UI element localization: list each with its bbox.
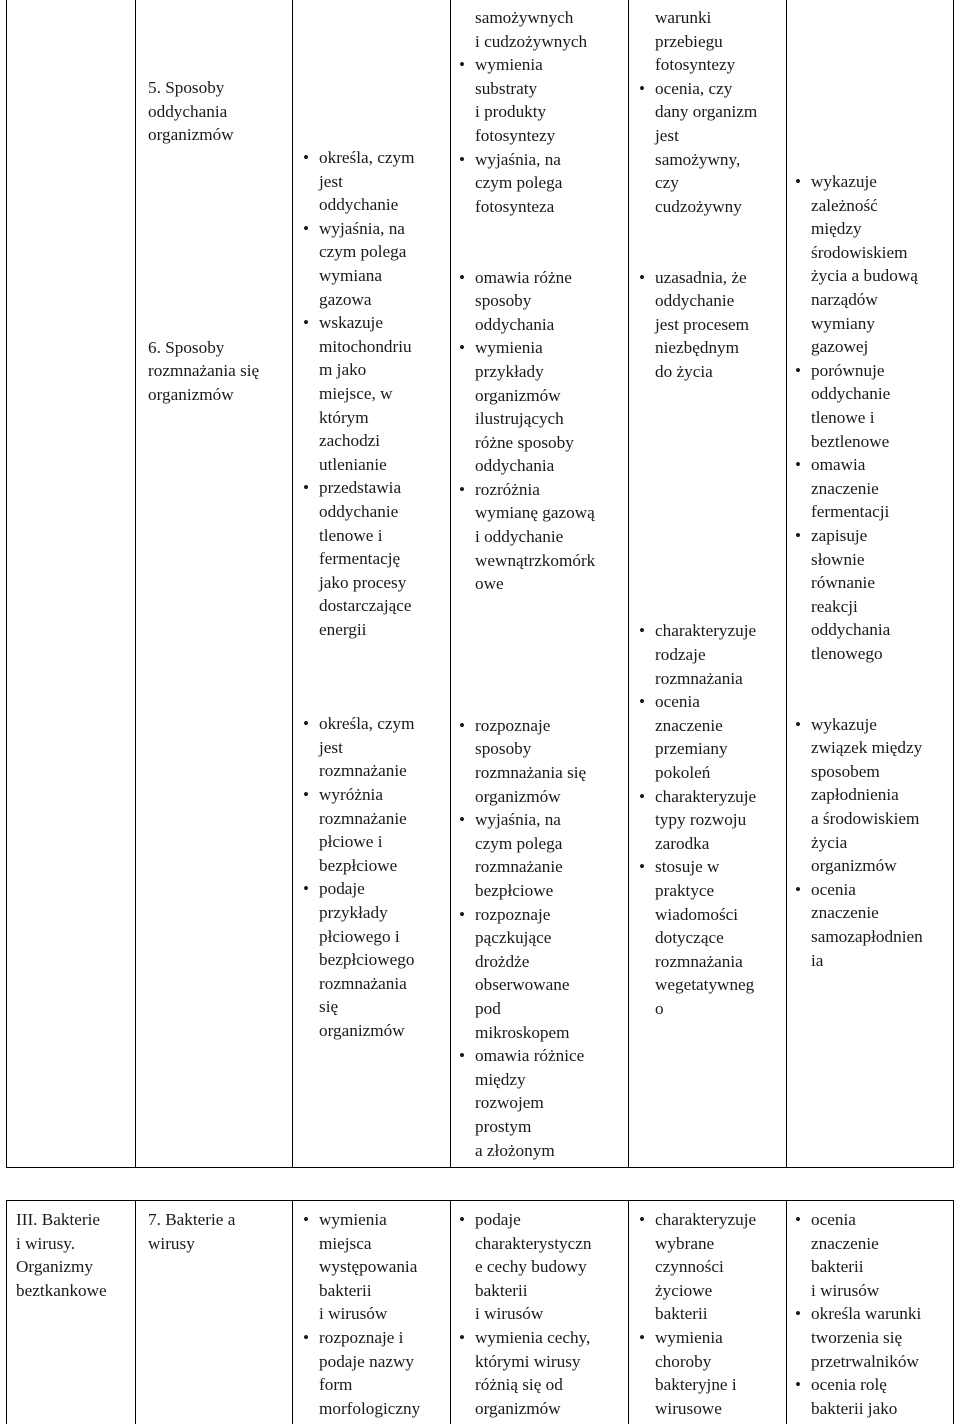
bullet-item — [319, 146, 414, 217]
bullet-line: organizmów — [475, 385, 561, 405]
bullet-line: • omawia różne — [475, 266, 595, 290]
bullet-item — [655, 266, 757, 384]
topic-line: wirusy — [148, 1233, 195, 1253]
table-border — [953, 1200, 954, 1424]
bullet-line: i wirusów — [475, 1304, 544, 1324]
bullet-line: jako procesy — [319, 572, 407, 592]
bullet-line: a złożonym — [475, 1140, 555, 1160]
bullet-line: • rozróżnia — [475, 478, 595, 502]
section-cell — [16, 1208, 107, 1302]
bullet-line: • zapisuje — [811, 524, 923, 548]
bullet-line: narządów — [811, 289, 878, 309]
bullet-line: rozmnażanie — [475, 857, 563, 877]
bullet-line: sposoby — [475, 291, 532, 311]
topic-line: rozmnażania się — [148, 361, 260, 381]
bullet-item — [475, 6, 595, 53]
bullet-line: bakterii jako — [811, 1398, 898, 1418]
bullet-line: e cechy budowy — [475, 1257, 587, 1277]
table-border — [628, 1200, 629, 1424]
bullet-line: drożdże — [475, 951, 530, 971]
bullet-line: rozmnażanie — [319, 761, 407, 781]
bullet-line: beztlenowe — [811, 431, 890, 451]
bullet-line: organizmów — [811, 856, 897, 876]
bullet-line: oddychania — [475, 456, 555, 476]
topic-cell — [148, 1208, 235, 1255]
bullet-line: tlenowe i — [319, 525, 383, 545]
bullet-line: między — [475, 1069, 526, 1089]
bullet-line: • wykazuje — [811, 713, 923, 737]
bullet-line: związek między — [811, 738, 923, 758]
table-border — [628, 0, 629, 1168]
topic-line: 5. Sposoby — [148, 78, 225, 97]
bullet-line: mitochondriu — [319, 336, 412, 356]
bullet-item — [811, 524, 923, 666]
requirements-highest-cell — [811, 1208, 921, 1420]
bullet-line: bakterii — [655, 1304, 708, 1324]
bullet-line: czy — [655, 173, 679, 193]
bullet-line: warunki — [655, 8, 712, 27]
bullet-line: m jako — [319, 360, 367, 380]
bullet-line: zarodka — [655, 833, 710, 853]
bullet-line: i produkty — [475, 102, 547, 122]
bullet-item — [811, 1373, 921, 1420]
bullet-item — [319, 476, 414, 641]
bullet-line: • podaje — [319, 877, 414, 901]
bullet-line: oddychania — [811, 620, 891, 640]
bullet-line: sposoby — [475, 739, 532, 759]
bullet-line: sposobem — [811, 761, 880, 781]
bullet-item — [655, 785, 757, 856]
bullet-line: zachodzi — [319, 431, 381, 451]
bullet-line: dotyczące — [655, 928, 724, 948]
bullet-line: pączkujące — [475, 928, 552, 948]
bullet-line: środowiskiem — [811, 242, 908, 262]
bullet-line: • ocenia — [655, 690, 757, 714]
bullet-line: tworzenia się — [811, 1327, 903, 1347]
bullet-line: różnią się od — [475, 1375, 563, 1395]
bullet-line: energii — [319, 619, 367, 639]
bullet-item — [319, 783, 414, 877]
bullet-line: wymianę gazową — [475, 503, 595, 523]
bullet-line: choroby — [655, 1351, 712, 1371]
table-border — [135, 1200, 136, 1424]
bullet-line: jest — [319, 171, 343, 191]
bullet-line: rodzaje — [655, 645, 706, 665]
bullet-item — [319, 217, 414, 311]
bullet-line: przykłady — [319, 903, 388, 922]
bullet-line: • wymienia — [319, 1208, 420, 1232]
bullet-item — [475, 1044, 595, 1162]
bullet-line: mikroskopem — [475, 1022, 570, 1042]
bullet-line: oddychanie — [319, 501, 399, 521]
bullet-line: fotosyntezy — [655, 55, 736, 75]
bullet-line: reakcji — [811, 596, 858, 616]
bullet-line: samożywny, — [655, 149, 741, 169]
bullet-line: i wirusów — [319, 1304, 388, 1324]
bullet-line: jest procesem — [655, 314, 750, 334]
bullet-line: niezbędnym — [655, 338, 739, 358]
bullet-line: rozmnażania — [655, 951, 743, 971]
bullet-line: • określa, czym — [319, 712, 414, 736]
bullet-line: i cudzożywnych — [475, 31, 588, 51]
topic-block — [148, 336, 259, 407]
bullet-line: fermentacji — [811, 502, 890, 522]
bullet-line: przetrwalników — [811, 1351, 919, 1371]
requirements-basic-cell — [319, 146, 414, 1043]
bullet-line: zależność — [811, 195, 878, 215]
bullet-line: pokoleń — [655, 763, 711, 782]
table-border — [6, 1200, 954, 1201]
bullet-item — [811, 1208, 921, 1302]
bullet-item — [475, 808, 595, 902]
bullet-line: • wyjaśnia, na — [319, 217, 414, 241]
bullet-line: fotosynteza — [475, 196, 555, 216]
bullet-line: cudzożywny — [655, 196, 742, 216]
bullet-line: • wykazuje — [811, 170, 923, 194]
bullet-item — [655, 690, 757, 784]
bullet-line: organizmów — [475, 786, 561, 806]
bullet-item — [319, 1208, 420, 1326]
bullet-line: czym polega — [475, 173, 563, 193]
bullet-line: którym — [319, 407, 369, 427]
bullet-line: rozmnażania — [655, 668, 743, 688]
bullet-line: między — [811, 219, 862, 239]
bullet-line: • przedstawia — [319, 476, 414, 500]
bullet-line: charakterystyczn — [475, 1233, 592, 1253]
bullet-line: • uzasadnia, że — [655, 266, 757, 290]
bullet-line: morfologiczny — [319, 1398, 421, 1418]
bullet-line: • ocenia rolę — [811, 1373, 921, 1397]
bullet-line: rozwojem — [475, 1093, 544, 1113]
bullet-line: czym polega — [319, 242, 407, 262]
table-border — [786, 0, 787, 1168]
bullet-line: • wymienia — [655, 1326, 756, 1350]
bullet-item — [475, 53, 595, 147]
table-border — [6, 1200, 7, 1424]
bullet-line: organizmów — [319, 1020, 405, 1040]
bullet-line: gazowa — [319, 289, 372, 309]
bullet-line: dostarczające — [319, 596, 412, 616]
topic-line: organizmów — [148, 384, 234, 404]
bullet-line: • rozpoznaje — [475, 903, 595, 927]
bullet-line: obserwowane — [475, 975, 570, 995]
bullet-line: • ocenia, czy — [655, 77, 757, 101]
bullet-line: • omawia — [811, 453, 923, 477]
requirements-highest-cell — [811, 170, 923, 972]
bullet-item — [811, 453, 923, 524]
bullet-item — [319, 712, 414, 783]
bullet-item — [811, 170, 923, 359]
section-line: i wirusy. — [16, 1233, 76, 1253]
bullet-line: • wymienia — [475, 336, 595, 360]
bullet-line: ilustrujących — [475, 409, 564, 429]
table-border — [135, 0, 136, 1168]
bullet-item — [475, 266, 595, 337]
topic-line: organizmów — [148, 125, 234, 145]
table-border — [450, 0, 451, 1168]
bullet-line: • charakteryzuje — [655, 619, 757, 643]
bullet-line: bakterii — [319, 1280, 372, 1300]
bullet-line: oddychanie — [655, 291, 735, 311]
bullet-line: wymiana — [319, 265, 383, 285]
bullet-line: bezpłciowe — [475, 880, 554, 900]
bullet-line: wegetatywneg — [655, 975, 755, 995]
bullet-line: przebiegu — [655, 31, 723, 51]
bullet-line: • porównuje — [811, 359, 923, 383]
bullet-line: płciowego i — [319, 926, 400, 946]
bullet-line: organizmów — [475, 1398, 561, 1418]
bullet-line: dany organizm — [655, 102, 758, 122]
bullet-item — [319, 877, 414, 1042]
bullet-item — [655, 1326, 756, 1420]
bullet-line: tlenowego — [811, 643, 883, 663]
bullet-line: wewnątrzkomórk — [475, 550, 596, 570]
bullet-line: do życia — [655, 361, 713, 381]
bullet-line: • wymienia cechy, — [475, 1326, 591, 1350]
table-border — [292, 1200, 293, 1424]
bullet-line: • wyjaśnia, na — [475, 808, 595, 832]
bullet-line: wymiany — [811, 313, 875, 333]
bullet-line: • charakteryzuje — [655, 785, 757, 809]
bullet-line: miejsca — [319, 1233, 372, 1253]
bullet-item — [475, 336, 595, 478]
bullet-item — [475, 1326, 591, 1420]
bullet-line: znaczenie — [811, 903, 879, 923]
bullet-line: oddychanie — [319, 195, 399, 215]
section-line: beztkankowe — [16, 1280, 107, 1300]
bullet-line: a środowiskiem — [811, 809, 920, 829]
bullet-line: różne sposoby — [475, 432, 574, 452]
bullet-line: znaczenie — [811, 1233, 879, 1253]
bullet-line: substraty — [475, 78, 538, 98]
bullet-item — [475, 1208, 591, 1326]
bullet-line: życiowe — [655, 1280, 713, 1300]
bullet-line: oddychanie — [811, 384, 891, 404]
bullet-item — [475, 478, 595, 596]
bullet-line: słownie — [811, 549, 865, 569]
bullet-line: praktyce — [655, 880, 715, 900]
bullet-line: • charakteryzuje — [655, 1208, 756, 1232]
requirements-basic-cell — [319, 1208, 420, 1420]
bullet-line: oddychania — [475, 314, 555, 334]
section-line: III. Bakterie — [16, 1210, 100, 1229]
bullet-item — [811, 1302, 921, 1373]
table-border — [6, 0, 7, 1168]
table-border — [953, 0, 954, 1168]
topic-line: 7. Bakterie a — [148, 1210, 236, 1229]
bullet-line: • wyjaśnia, na — [475, 148, 595, 172]
bullet-line: jest — [655, 125, 679, 145]
bullet-item — [475, 903, 595, 1045]
bullet-item — [319, 311, 414, 476]
bullet-line: • wskazuje — [319, 311, 414, 335]
bullet-line: wybrane — [655, 1233, 715, 1253]
requirements-extended-cell — [475, 1208, 591, 1420]
bullet-line: samozapłodnien — [811, 927, 923, 946]
bullet-item — [811, 713, 923, 878]
bullet-line: wiadomości — [655, 904, 739, 924]
bullet-line: się — [319, 997, 339, 1017]
table-border — [450, 1200, 451, 1424]
bullet-item — [319, 1326, 420, 1420]
bullet-line: fermentację — [319, 549, 401, 569]
bullet-line: • podaje — [475, 1208, 591, 1232]
bullet-item — [655, 1208, 756, 1326]
bullet-item — [811, 359, 923, 453]
bullet-line: znaczenie — [811, 478, 879, 498]
bullet-line: utlenianie — [319, 454, 387, 474]
bullet-line: • ocenia — [811, 878, 923, 902]
bullet-line: o — [655, 998, 664, 1018]
bullet-line: bakterii — [475, 1280, 528, 1300]
bullet-line: ia — [811, 950, 824, 970]
bullet-line: rozmnażanie — [319, 808, 407, 828]
bullet-line: typy rozwoju — [655, 810, 747, 830]
bullet-line: przykłady — [475, 361, 544, 381]
bullet-line: znaczenie — [655, 715, 723, 735]
bullet-line: • określa warunki — [811, 1302, 921, 1326]
bullet-line: i oddychanie — [475, 527, 564, 547]
bullet-line: równanie — [811, 573, 875, 593]
bullet-line: form — [319, 1375, 353, 1395]
bullet-line: • wyróżnia — [319, 783, 414, 807]
bullet-line: płciowe i — [319, 832, 383, 852]
bullet-line: wirusowe — [655, 1398, 722, 1418]
bullet-line: czym polega — [475, 833, 563, 853]
bullet-line: którymi wirusy — [475, 1351, 581, 1371]
bullet-line: czynności — [655, 1257, 724, 1277]
bullet-line: samożywnych — [475, 8, 574, 27]
bullet-line: bezpłciowe — [319, 855, 398, 875]
bullet-line: • stosuje w — [655, 855, 757, 879]
bullet-line: bakteryjne i — [655, 1375, 737, 1395]
bullet-line: prostym — [475, 1116, 532, 1136]
topic-line: oddychania — [148, 101, 228, 121]
bullet-item — [811, 878, 923, 972]
bullet-line: zapłodnienia — [811, 785, 899, 805]
bullet-item — [655, 6, 757, 77]
bullet-line: • ocenia — [811, 1208, 921, 1232]
bullet-line: • określa, czym — [319, 146, 414, 170]
bullet-line: tlenowe i — [811, 407, 875, 427]
bullet-line: • wymienia — [475, 53, 595, 77]
table-border — [786, 1200, 787, 1424]
bullet-line: przemiany — [655, 739, 728, 759]
bullet-line: pod — [475, 998, 501, 1018]
requirements-extended-cell — [475, 6, 595, 1162]
table-border — [292, 0, 293, 1168]
bullet-line: rozmnażania się — [475, 763, 587, 782]
bullet-line: • rozpoznaje i — [319, 1326, 420, 1350]
topic-block — [148, 76, 259, 147]
bullet-line: owe — [475, 574, 504, 594]
bullet-item — [475, 714, 595, 808]
bullet-item — [655, 77, 757, 219]
bullet-line: gazowej — [811, 337, 869, 357]
table-border — [6, 1167, 954, 1168]
bullet-item — [475, 148, 595, 219]
topic-cell — [148, 76, 259, 407]
requirements-advanced-cell — [655, 1208, 756, 1420]
section-line: Organizmy — [16, 1257, 94, 1277]
bullet-item — [655, 619, 757, 690]
bullet-line: życia a budową — [811, 266, 918, 286]
bullet-line: fotosyntezy — [475, 125, 556, 145]
requirements-advanced-cell — [655, 6, 757, 1021]
bullet-line: • omawia różnice — [475, 1044, 595, 1068]
bullet-line: podaje nazwy — [319, 1351, 414, 1371]
bullet-line: rozmnażania — [319, 973, 407, 993]
bullet-line: i wirusów — [811, 1280, 880, 1300]
bullet-line: życia — [811, 832, 848, 852]
bullet-item — [655, 855, 757, 1020]
bullet-line: jest — [319, 737, 343, 757]
bullet-line: miejsce, w — [319, 383, 393, 403]
bullet-line: bakterii — [811, 1257, 864, 1277]
bullet-line: • rozpoznaje — [475, 714, 595, 738]
bullet-line: występowania — [319, 1257, 418, 1277]
bullet-line: bezpłciowego — [319, 950, 415, 970]
topic-line: 6. Sposoby — [148, 337, 225, 357]
